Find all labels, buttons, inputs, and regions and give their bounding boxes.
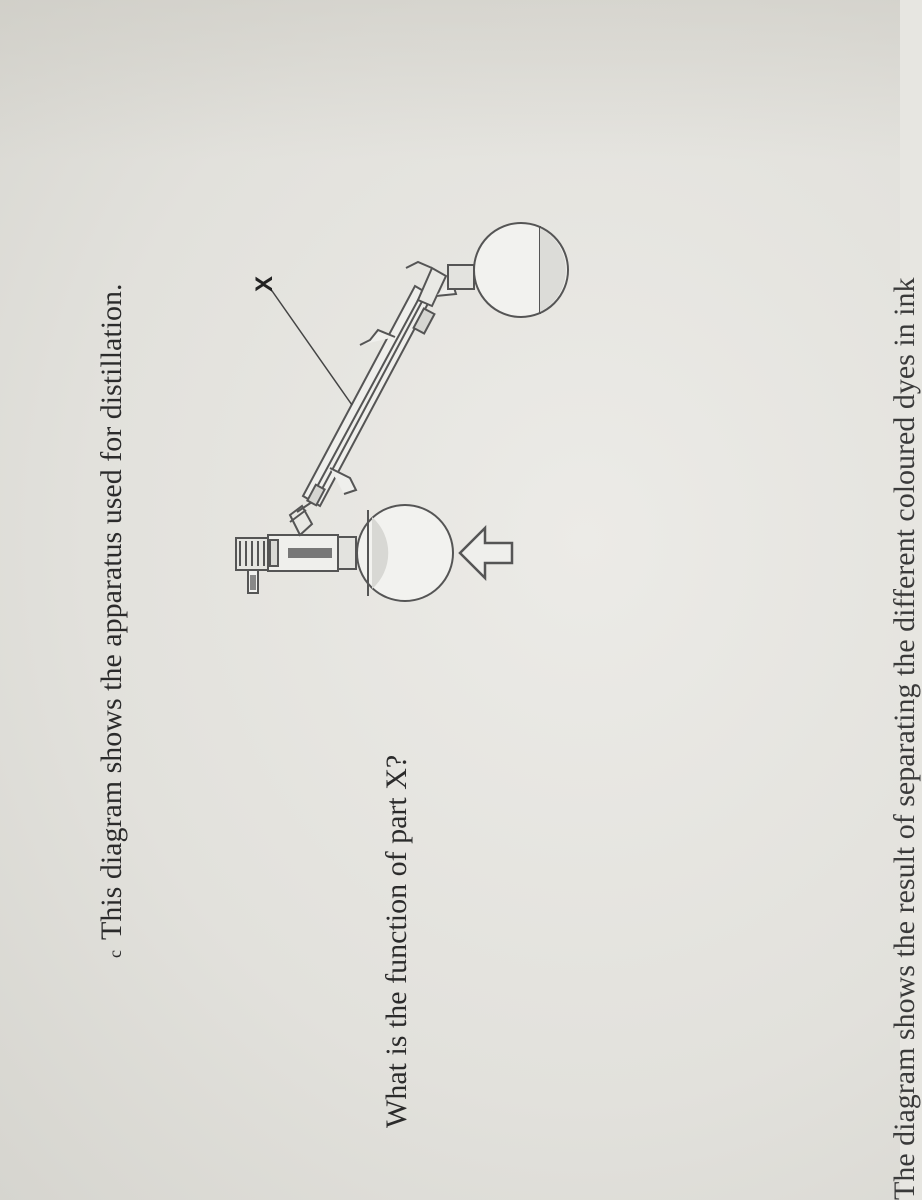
- question-intro-text: This diagram shows the apparatus used for distillation.: [95, 283, 128, 940]
- receiving-flask: [448, 223, 568, 317]
- condenser: [303, 286, 434, 506]
- side-arm: [290, 502, 312, 535]
- next-question-cutoff: The diagram shows the result of separating the different coloured dyes in ink: [888, 277, 921, 1200]
- question-prompt: What is the function of part X?: [380, 754, 413, 1128]
- still-head: [268, 535, 356, 571]
- question-letter: c: [105, 950, 125, 958]
- distillation-flask: [357, 505, 453, 601]
- heat-arrow: [460, 528, 512, 578]
- thermometer: [236, 538, 270, 593]
- label-x: X: [251, 275, 278, 292]
- label-x-leader: [270, 288, 352, 405]
